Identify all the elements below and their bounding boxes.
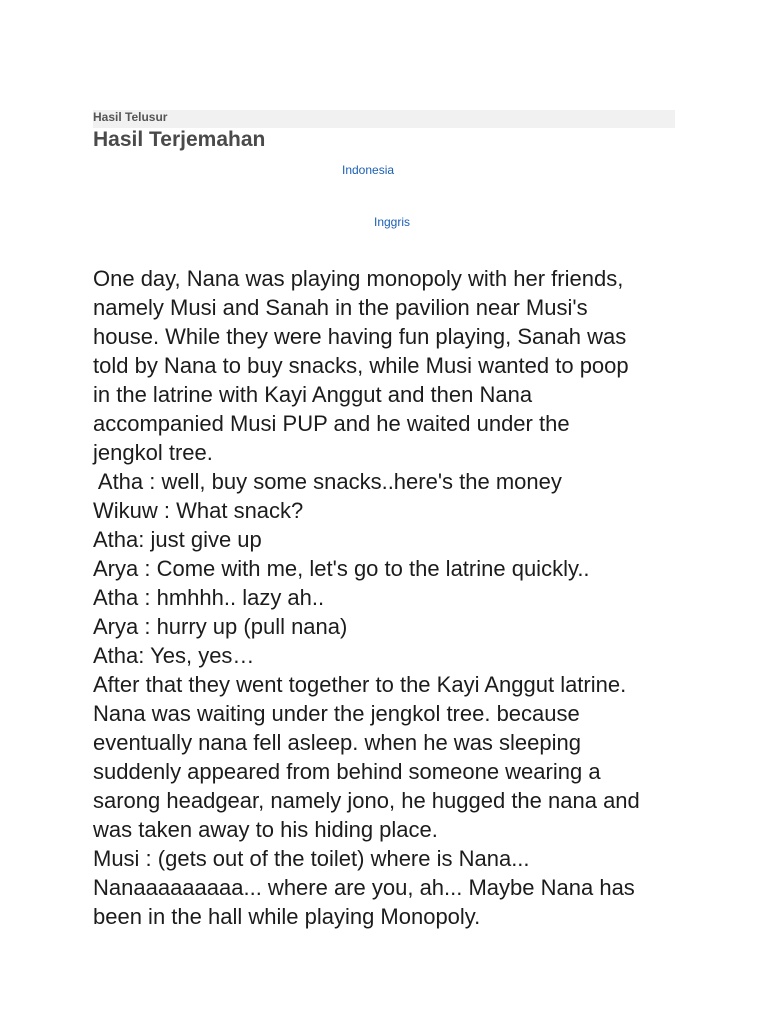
text-line: accompanied Musi PUP and he waited under the bbox=[93, 411, 570, 436]
text-line: After that they went together to the Kayi Anggut latrine. bbox=[93, 672, 627, 697]
text-line: Atha : well, buy some snacks..here's the money bbox=[93, 469, 562, 494]
text-line: in the latrine with Kayi Anggut and then Nana bbox=[93, 382, 533, 407]
text-line: sarong headgear, namely jono, he hugged the nana and bbox=[93, 788, 640, 813]
text-line: was taken away to his hiding place. bbox=[93, 817, 438, 842]
text-line: Musi : (gets out of the toilet) where is Nana... bbox=[93, 846, 530, 871]
text-line: house. While they were having fun playing, Sanah was bbox=[93, 324, 627, 349]
text-line: told by Nana to buy snacks, while Musi wanted to poop bbox=[93, 353, 629, 378]
text-line: been in the hall while playing Monopoly. bbox=[93, 904, 481, 929]
search-results-label: Hasil Telusur bbox=[93, 110, 168, 124]
translated-text bbox=[93, 264, 683, 931]
text-line: Nana was waiting under the jengkol tree. because bbox=[93, 701, 580, 726]
text-line: Arya : hurry up (pull nana) bbox=[93, 614, 348, 639]
text-line: jengkol tree. bbox=[93, 440, 213, 465]
text-line: Nanaaaaaaaaa... where are you, ah... Maybe Nana has bbox=[93, 875, 635, 900]
header-bar bbox=[93, 110, 675, 128]
text-line: Wikuw : What snack? bbox=[93, 498, 304, 523]
text-line: One day, Nana was playing monopoly with her friends, bbox=[93, 266, 624, 291]
target-language-link[interactable]: Inggris bbox=[374, 215, 411, 229]
text-line: Arya : Come with me, let's go to the latrine quickly.. bbox=[93, 556, 590, 581]
text-line: Atha : hmhhh.. lazy ah.. bbox=[93, 585, 325, 610]
text-line: namely Musi and Sanah in the pavilion near Musi's bbox=[93, 295, 588, 320]
source-language-link[interactable]: Indonesia bbox=[342, 163, 395, 177]
page-title: Hasil Terjemahan bbox=[93, 128, 266, 151]
text-line: Atha: just give up bbox=[93, 527, 262, 552]
text-line: Atha: Yes, yes… bbox=[93, 643, 255, 668]
text-line: eventually nana fell asleep. when he was sleeping bbox=[93, 730, 581, 755]
text-line: suddenly appeared from behind someone wearing a bbox=[93, 759, 601, 784]
